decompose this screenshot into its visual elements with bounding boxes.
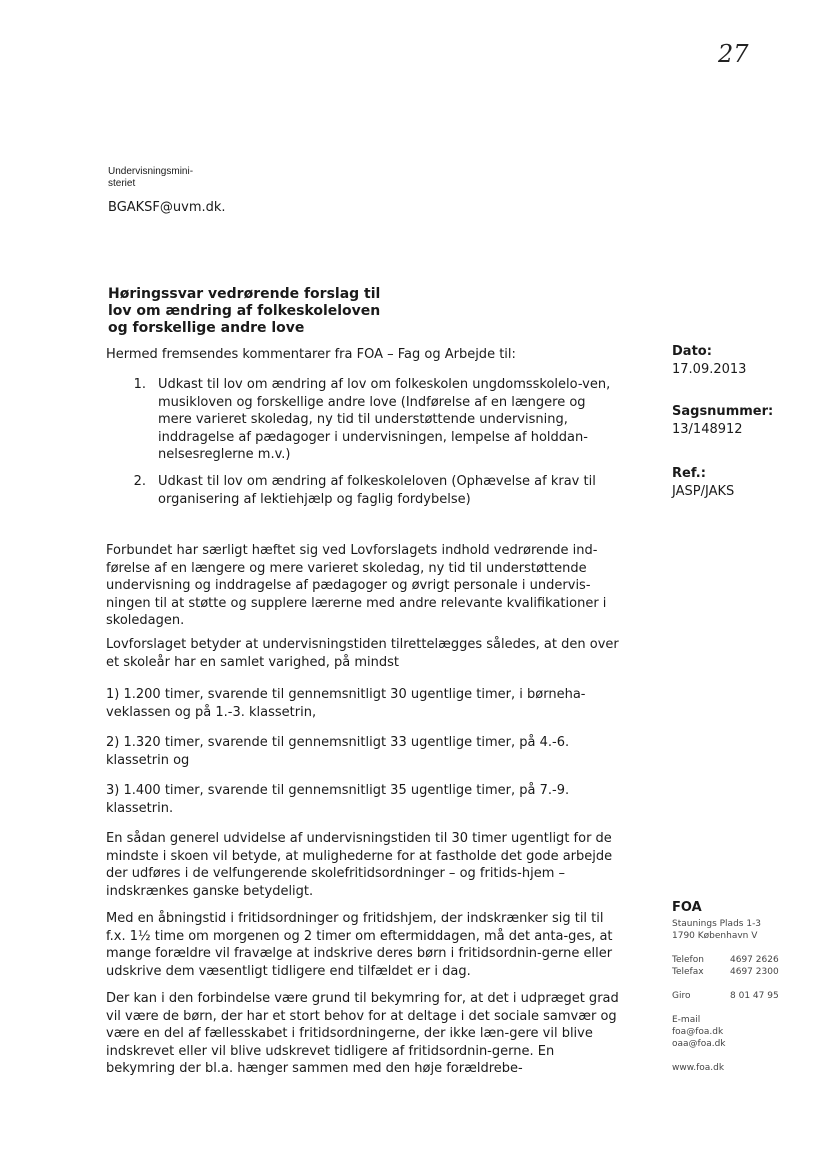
sender-address-1: Staunings Plads 1-3 xyxy=(672,919,762,929)
body-paragraph-2 xyxy=(106,636,620,671)
paragraph-text: Lovforslaget betyder at undervisningstiden tilrettelægges således, at den over et skoleår har en samlet varighed, på mindst xyxy=(106,637,619,670)
recipient xyxy=(108,166,193,190)
sender-fax xyxy=(672,966,802,978)
list-item-text: Udkast til lov om ændring af lov om folkeskolen ungdomsskolelo-ven, musikloven og forskellige andre love (Indførelse af en længere og mere varieret skoledag, ny tid til understøttende undervisning, inddragelse af pædagoger i undervisningen, lempelse af holddan-nelsesreglerne m.v.) xyxy=(158,377,611,463)
ref-label: Ref.: xyxy=(672,466,706,481)
list-item-text: Udkast til lov om ændring af folkeskoleloven (Ophævelse af krav til organisering af lektiehjælp og faglig fordybelse) xyxy=(158,473,596,507)
ref-value: JASP/JAKS xyxy=(672,484,735,499)
list-item xyxy=(106,376,620,464)
body-paragraph-8 xyxy=(106,990,620,1078)
handwritten-page-number: 27 xyxy=(718,40,749,68)
intro-paragraph xyxy=(106,346,620,364)
meta-ref xyxy=(672,466,802,499)
body-paragraph-3 xyxy=(106,686,620,721)
title-line-1: Høringssvar vedrørende forslag til xyxy=(108,286,381,302)
body-paragraph-7 xyxy=(106,910,620,980)
paragraph-text: 2) 1.320 timer, svarende til gennemsnitligt 33 ugentlige timer, på 4.-6. klassetrin og xyxy=(106,735,570,768)
date-label: Dato: xyxy=(672,344,712,359)
sender-block xyxy=(672,902,802,1074)
paragraph-text: Der kan i den forbindelse være grund til bekymring for, at det i udpræget grad vil være de børn, der har et stort behov for at deltage i det sociale samvær og være en del af fællesskabet i fritidsordningerne, der ikke læn-gere vil blive indskrevet eller vil blive udskrevet tidligere af fritidsordnin-gerne. En bekymring der bl.a. hænger sammen med den høje forældrebe- xyxy=(106,991,619,1077)
paragraph-text: Forbundet har særligt hæftet sig ved Lovforslagets indhold vedrørende ind-førelse af en længere og mere varieret skoledag, ny tid til understøttende undervisning og inddragelse af pædagoger og øvrigt personale i undervis-ningen til at støtte og supplere lærerne med andre relevante kvalifikationer i skoledagen. xyxy=(106,543,607,629)
body-paragraph-4 xyxy=(106,734,620,769)
title-line-2: lov om ændring af folkeskoleloven xyxy=(108,303,381,319)
meta-case-number xyxy=(672,404,802,437)
paragraph-text: 3) 1.400 timer, svarende til gennemsnitligt 35 ugentlige timer, på 7.-9. klassetrin. xyxy=(106,783,570,816)
document-title xyxy=(108,286,428,337)
case-number-value: 13/148912 xyxy=(672,422,743,437)
bill-list xyxy=(106,376,620,517)
paragraph-text: Med en åbningstid i fritidsordninger og fritidshjem, der indskrænker sig til til f.x. 1½ time om morgenen og 2 timer om eftermiddagen, må det anta-ges, at mange forældre vil fravælge at indskrive deres børn i fritidsordnin-gerne eller udskrive dem væsentligt tidligere end tilfældet er i dag. xyxy=(106,911,613,979)
sender-address-2: 1790 København V xyxy=(672,931,758,941)
sender-phone xyxy=(672,954,802,966)
sender-email-1: foa@foa.dk xyxy=(672,1027,724,1037)
recipient-line-2: steriet xyxy=(108,178,136,189)
recipient-email: BGAKSF@uvm.dk. xyxy=(108,200,226,215)
list-item xyxy=(106,473,620,508)
sender-website: www.foa.dk xyxy=(672,1063,725,1073)
list-item-number: 1. xyxy=(133,377,146,392)
meta-date xyxy=(672,344,802,377)
paragraph-text: 1) 1.200 timer, svarende til gennemsnitligt 30 ugentlige timer, i børneha-veklassen og på 1.-3. klassetrin, xyxy=(106,687,586,720)
sender-name: FOA xyxy=(672,900,702,915)
phone-label: Telefon xyxy=(672,955,704,965)
body-paragraph-6 xyxy=(106,830,620,900)
sender-giro xyxy=(672,990,802,1002)
title-line-3: og forskellige andre love xyxy=(108,320,305,336)
sender-email-2: oaa@foa.dk xyxy=(672,1039,726,1049)
list-item-number: 2. xyxy=(133,473,146,489)
intro-text: Hermed fremsendes kommentarer fra FOA – Fag og Arbejde til: xyxy=(106,347,516,362)
recipient-line-1: Undervisningsmini- xyxy=(108,166,194,177)
date-value: 17.09.2013 xyxy=(672,362,747,377)
fax-value: 4697 2300 xyxy=(730,967,779,977)
giro-value: 8 01 47 95 xyxy=(730,991,779,1001)
fax-label: Telefax xyxy=(672,967,704,977)
case-number-label: Sagsnummer: xyxy=(672,404,774,419)
giro-label: Giro xyxy=(672,991,691,1001)
body-paragraph-1 xyxy=(106,542,620,630)
email-label: E-mail xyxy=(672,1015,701,1025)
body-paragraph-5 xyxy=(106,782,620,817)
paragraph-text: En sådan generel udvidelse af undervisningstiden til 30 timer ugentligt for de mindste i skoen vil betyde, at mulighederne for at fastholde det gode arbejde der udføres i de velfungerende skolefritidsordninger – og fritids-hjem – indskrænkes ganske betydeligt. xyxy=(106,831,613,899)
phone-value: 4697 2626 xyxy=(730,955,779,965)
